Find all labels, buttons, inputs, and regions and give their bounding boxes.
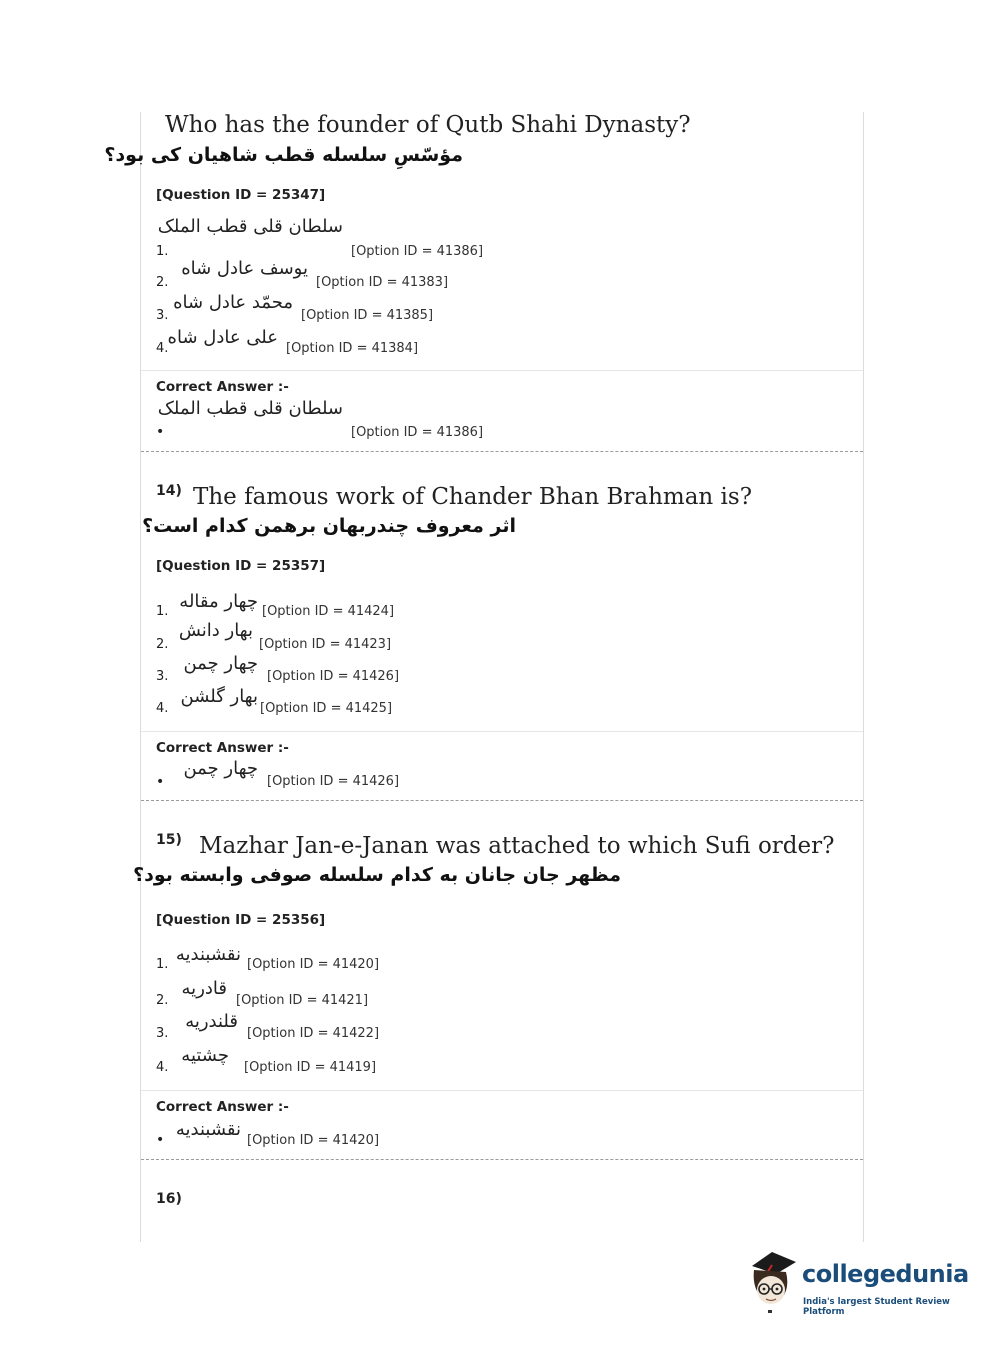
q13-option-1-number: 1.	[156, 244, 169, 259]
q14-option-1-text[interactable]: چهار مقاله	[179, 591, 258, 612]
q15-correct-label: Correct Answer :-	[156, 1099, 289, 1115]
q14-option-3-number: 3.	[156, 669, 169, 684]
q13-correct-label: Correct Answer :-	[156, 379, 289, 395]
mascot-icon	[742, 1248, 800, 1318]
q14-option-3-id: [Option ID = 41426]	[267, 669, 400, 684]
q13-option-2-id: [Option ID = 41383]	[316, 275, 449, 290]
q13-question-id: [Question ID = 25347]	[156, 187, 326, 203]
q14-correct-bullet: •	[156, 774, 165, 790]
q15-option-2-text[interactable]: قادریه	[181, 978, 227, 999]
q13-option-3-number: 3.	[156, 308, 169, 323]
q13-correct-bullet: •	[156, 424, 165, 440]
q15-option-3-text[interactable]: قلندریه	[185, 1011, 238, 1032]
brand-tagline: India's largest Student Review Platform	[803, 1297, 950, 1317]
q13-correct-text: سلطان قلی قطب الملک	[157, 398, 343, 419]
q15-option-2-number: 2.	[156, 993, 169, 1008]
q15-option-1-id: [Option ID = 41420]	[247, 957, 380, 972]
collegedunia-logo[interactable]	[742, 1248, 972, 1328]
q15-option-3-number: 3.	[156, 1026, 169, 1041]
q14-correct-label: Correct Answer :-	[156, 740, 289, 756]
q13-option-3-text[interactable]: محمّد عادل شاه	[173, 292, 293, 313]
q14-option-3-text[interactable]: چهار چمن	[183, 653, 258, 674]
q15-option-1-text[interactable]: نقشبندیه	[175, 944, 241, 965]
q13-option-4-number: 4.	[156, 341, 169, 356]
q14-title-fa: اثر معروف چندربهان برهمن کدام است؟	[142, 515, 516, 537]
q14-number: 14)	[156, 483, 182, 499]
divider	[141, 1090, 863, 1091]
q15-option-4-number: 4.	[156, 1060, 169, 1075]
q14-correct-id: [Option ID = 41426]	[267, 774, 400, 789]
q14-option-4-number: 4.	[156, 701, 169, 716]
q14-option-2-text[interactable]: بهار دانش	[178, 620, 253, 641]
q14-option-4-id: [Option ID = 41425]	[260, 701, 393, 716]
q14-option-1-id: [Option ID = 41424]	[262, 604, 395, 619]
q15-number: 15)	[156, 832, 182, 848]
q13-option-2-number: 2.	[156, 275, 169, 290]
q14-question-id: [Question ID = 25357]	[156, 558, 326, 574]
q14-option-1-number: 1.	[156, 604, 169, 619]
q15-title-en: Mazhar Jan-e-Janan was attached to which Sufi order?	[199, 833, 835, 859]
q13-option-1-text[interactable]: سلطان قلی قطب الملک	[157, 216, 343, 237]
q13-option-3-id: [Option ID = 41385]	[301, 308, 434, 323]
question-separator	[141, 800, 863, 801]
q13-option-4-id: [Option ID = 41384]	[286, 341, 419, 356]
q13-option-2-text[interactable]: یوسف عادل شاه	[181, 258, 308, 279]
q13-title-fa: مؤسّسِ سلسله قطب شاهیان کی بود؟	[104, 144, 463, 166]
question-separator	[141, 1159, 863, 1160]
q15-option-4-id: [Option ID = 41419]	[244, 1060, 377, 1075]
q15-correct-id: [Option ID = 41420]	[247, 1133, 380, 1148]
q15-option-3-id: [Option ID = 41422]	[247, 1026, 380, 1041]
q15-correct-bullet: •	[156, 1132, 165, 1148]
q14-option-4-text[interactable]: بهار گلشن	[180, 686, 258, 707]
q15-correct-text: نقشبندیه	[175, 1119, 241, 1140]
divider	[141, 731, 863, 732]
q15-option-4-text[interactable]: چشتیه	[181, 1045, 229, 1066]
q15-question-id: [Question ID = 25356]	[156, 912, 326, 928]
q14-option-2-id: [Option ID = 41423]	[259, 637, 392, 652]
q13-option-1-id: [Option ID = 41386]	[351, 244, 484, 259]
q15-option-1-number: 1.	[156, 957, 169, 972]
divider	[141, 370, 863, 371]
q14-title-en: The famous work of Chander Bhan Brahman is?	[193, 484, 753, 510]
q14-option-2-number: 2.	[156, 637, 169, 652]
exam-page	[104, 112, 864, 1242]
q15-title-fa: مظهر جان جانان به کدام سلسله صوفی وابسته بود؟	[133, 864, 621, 886]
q16-number: 16)	[156, 1191, 182, 1207]
q13-title-en: Who has the founder of Qutb Shahi Dynasty?	[165, 112, 691, 138]
q13-option-4-text[interactable]: علی عادل شاه	[167, 327, 278, 348]
question-separator	[141, 451, 863, 452]
brand-name: collegedunia	[802, 1260, 969, 1288]
q15-option-2-id: [Option ID = 41421]	[236, 993, 369, 1008]
q14-correct-text: چهار چمن	[183, 758, 258, 779]
q13-correct-id: [Option ID = 41386]	[351, 425, 484, 440]
